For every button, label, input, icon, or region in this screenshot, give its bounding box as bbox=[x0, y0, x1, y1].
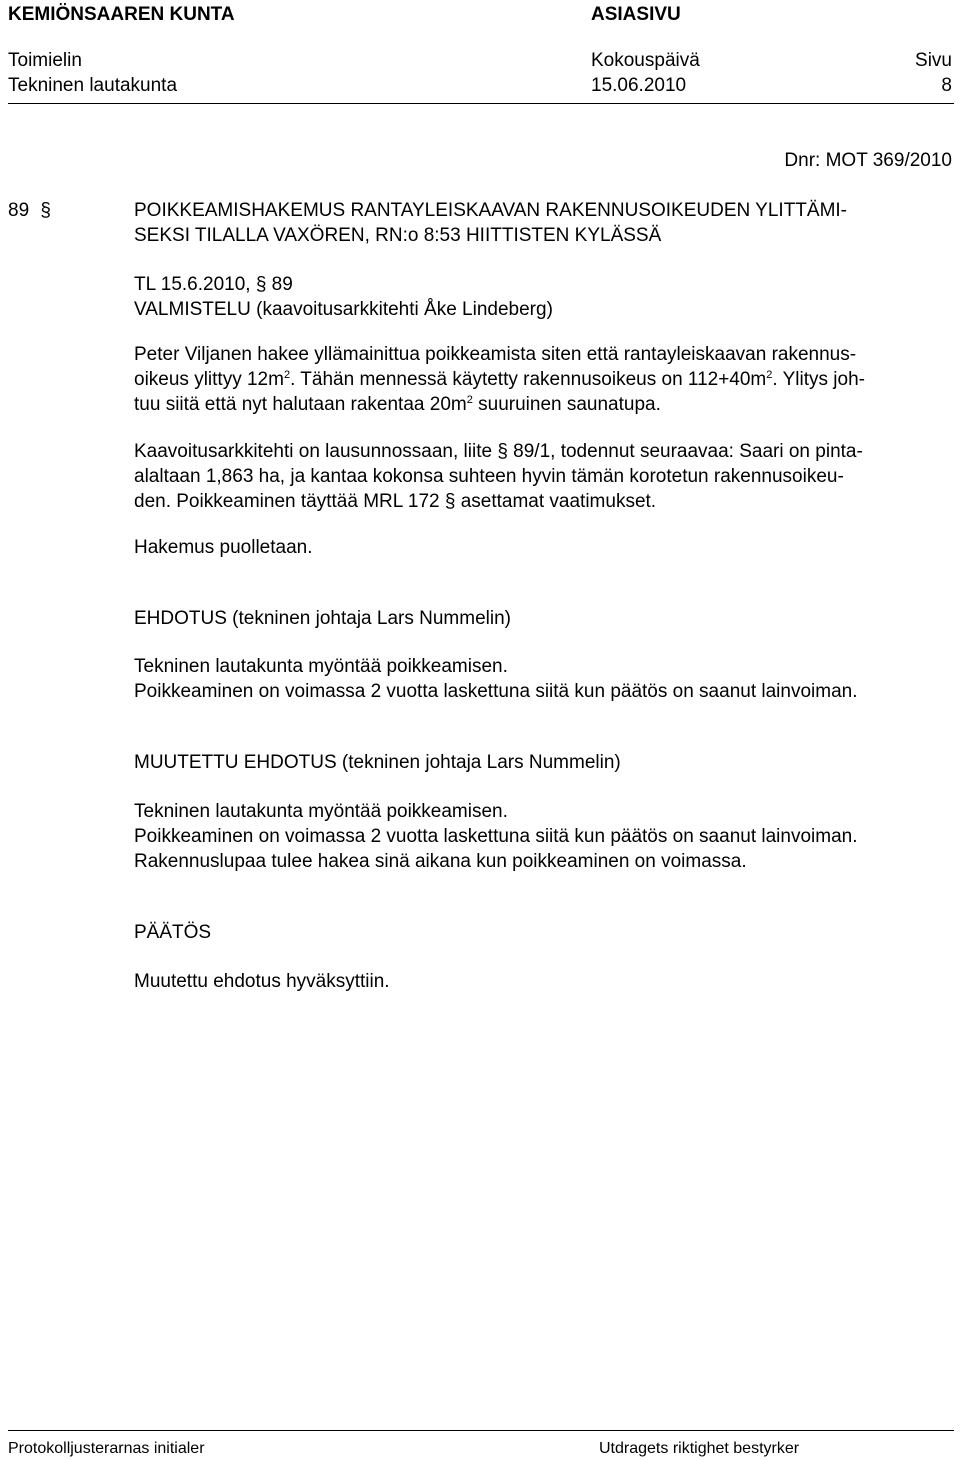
section-title-line-2: SEKSI TILALLA VAXÖREN, RN:o 8:53 HIITTISTEN KYLÄSSÄ bbox=[134, 225, 662, 246]
modified-proposal-heading-block bbox=[134, 750, 952, 775]
decision-body bbox=[134, 969, 952, 994]
municipality-name: KEMIÖNSAAREN KUNTA bbox=[8, 4, 235, 25]
p1-l3-text-a: tuu siitä että nyt halutaan rakentaa 20m bbox=[134, 394, 467, 415]
decision-heading-block bbox=[134, 920, 952, 945]
section-number-value: 89 bbox=[8, 200, 30, 221]
section-title bbox=[134, 198, 952, 248]
recommendation-paragraph bbox=[134, 535, 952, 560]
statement-paragraph bbox=[134, 439, 952, 514]
document-type: ASIASIVU bbox=[591, 4, 681, 25]
p1-l2-text-a: oikeus ylittyy 12m bbox=[134, 369, 284, 390]
proposal-line-2: Poikkeaminen on voimassa 2 vuotta laskettuna siitä kun päätös on saanut lainvoiman. bbox=[134, 681, 858, 702]
modified-proposal-line-2: Poikkeaminen on voimassa 2 vuotta laskettuna siitä kun päätös on saanut lainvoiman. bbox=[134, 826, 858, 847]
p1-superscript-2: 2 bbox=[766, 369, 773, 381]
section-title-line-1: POIKKEAMISHAKEMUS RANTAYLEISKAAVAN RAKENNUSOIKEUDEN YLITTÄMI- bbox=[134, 200, 848, 221]
footer-divider bbox=[8, 1430, 954, 1431]
modified-proposal-line-3: Rakennuslupaa tulee hakea sinä aikana kun poikkeaminen on voimassa. bbox=[134, 851, 747, 872]
reference-line-1: TL 15.6.2010, § 89 bbox=[134, 274, 293, 295]
paragraph-2-line-1: Kaavoitusarkkitehti on lausunnossaan, liite § 89/1, todennut seuraavaa: Saari on pinta- bbox=[134, 441, 863, 462]
p1-l2-text-b: . Tähän mennessä käytetty rakennusoikeus on 112+40m bbox=[290, 369, 767, 390]
preparation-heading: VALMISTELU (kaavoitusarkkitehti Åke Lindeberg) bbox=[134, 299, 553, 320]
p1-superscript-1: 2 bbox=[283, 369, 291, 381]
paragraph-3-text: Hakemus puolletaan. bbox=[134, 537, 313, 558]
paragraph-2-line-2: alaltaan 1,863 ha, ja kantaa kokonsa suhteen hyvin tämän korotetun rakennusoikeu- bbox=[134, 466, 844, 487]
proposal-heading-block bbox=[134, 606, 952, 631]
footer-initials-label: Protokolljusterarnas initialer bbox=[8, 1440, 205, 1457]
decision-heading: PÄÄTÖS bbox=[134, 922, 212, 943]
paragraph-2-line-3: den. Poikkeaminen täyttää MRL 172 § asettamat vaatimukset. bbox=[134, 491, 657, 512]
header-divider bbox=[8, 103, 954, 104]
page-number: 8 bbox=[941, 75, 952, 96]
p1-l3-text-b: suuruinen saunatupa. bbox=[472, 394, 661, 415]
paragraph-1-line-2 bbox=[134, 367, 952, 392]
paragraph-1-line-3 bbox=[134, 392, 952, 417]
section-symbol: § bbox=[40, 200, 51, 221]
page-label: Sivu bbox=[915, 50, 952, 71]
paragraph-1-line-1: Peter Viljanen hakee yllämainittua poikkeamista siten että rantayleiskaavan rakennus- bbox=[134, 344, 857, 365]
meeting-date-value: 15.06.2010 bbox=[591, 75, 687, 96]
proposal-line-1: Tekninen lautakunta myöntää poikkeamisen. bbox=[134, 656, 508, 677]
p1-superscript-3: 2 bbox=[466, 394, 473, 406]
meeting-date-label: Kokouspäivä bbox=[591, 50, 700, 71]
proposal-heading: EHDOTUS (tekninen johtaja Lars Nummelin) bbox=[134, 608, 511, 629]
decision-text: Muutettu ehdotus hyväksyttiin. bbox=[134, 971, 390, 992]
section-number bbox=[8, 199, 51, 223]
modified-proposal-line-1: Tekninen lautakunta myöntää poikkeamisen. bbox=[134, 801, 508, 822]
proposal-body bbox=[134, 654, 952, 704]
application-paragraph bbox=[134, 342, 952, 417]
diary-number: Dnr: MOT 369/2010 bbox=[784, 150, 952, 171]
footer-certification-label: Utdragets riktighet bestyrker bbox=[599, 1440, 800, 1457]
p1-l2-text-c: . Ylitys joh- bbox=[772, 369, 865, 390]
organ-label: Toimielin bbox=[8, 50, 82, 71]
modified-proposal-body bbox=[134, 799, 952, 874]
organ-value: Tekninen lautakunta bbox=[8, 75, 178, 96]
meeting-reference bbox=[134, 272, 952, 322]
modified-proposal-heading: MUUTETTU EHDOTUS (tekninen johtaja Lars Nummelin) bbox=[134, 752, 621, 773]
